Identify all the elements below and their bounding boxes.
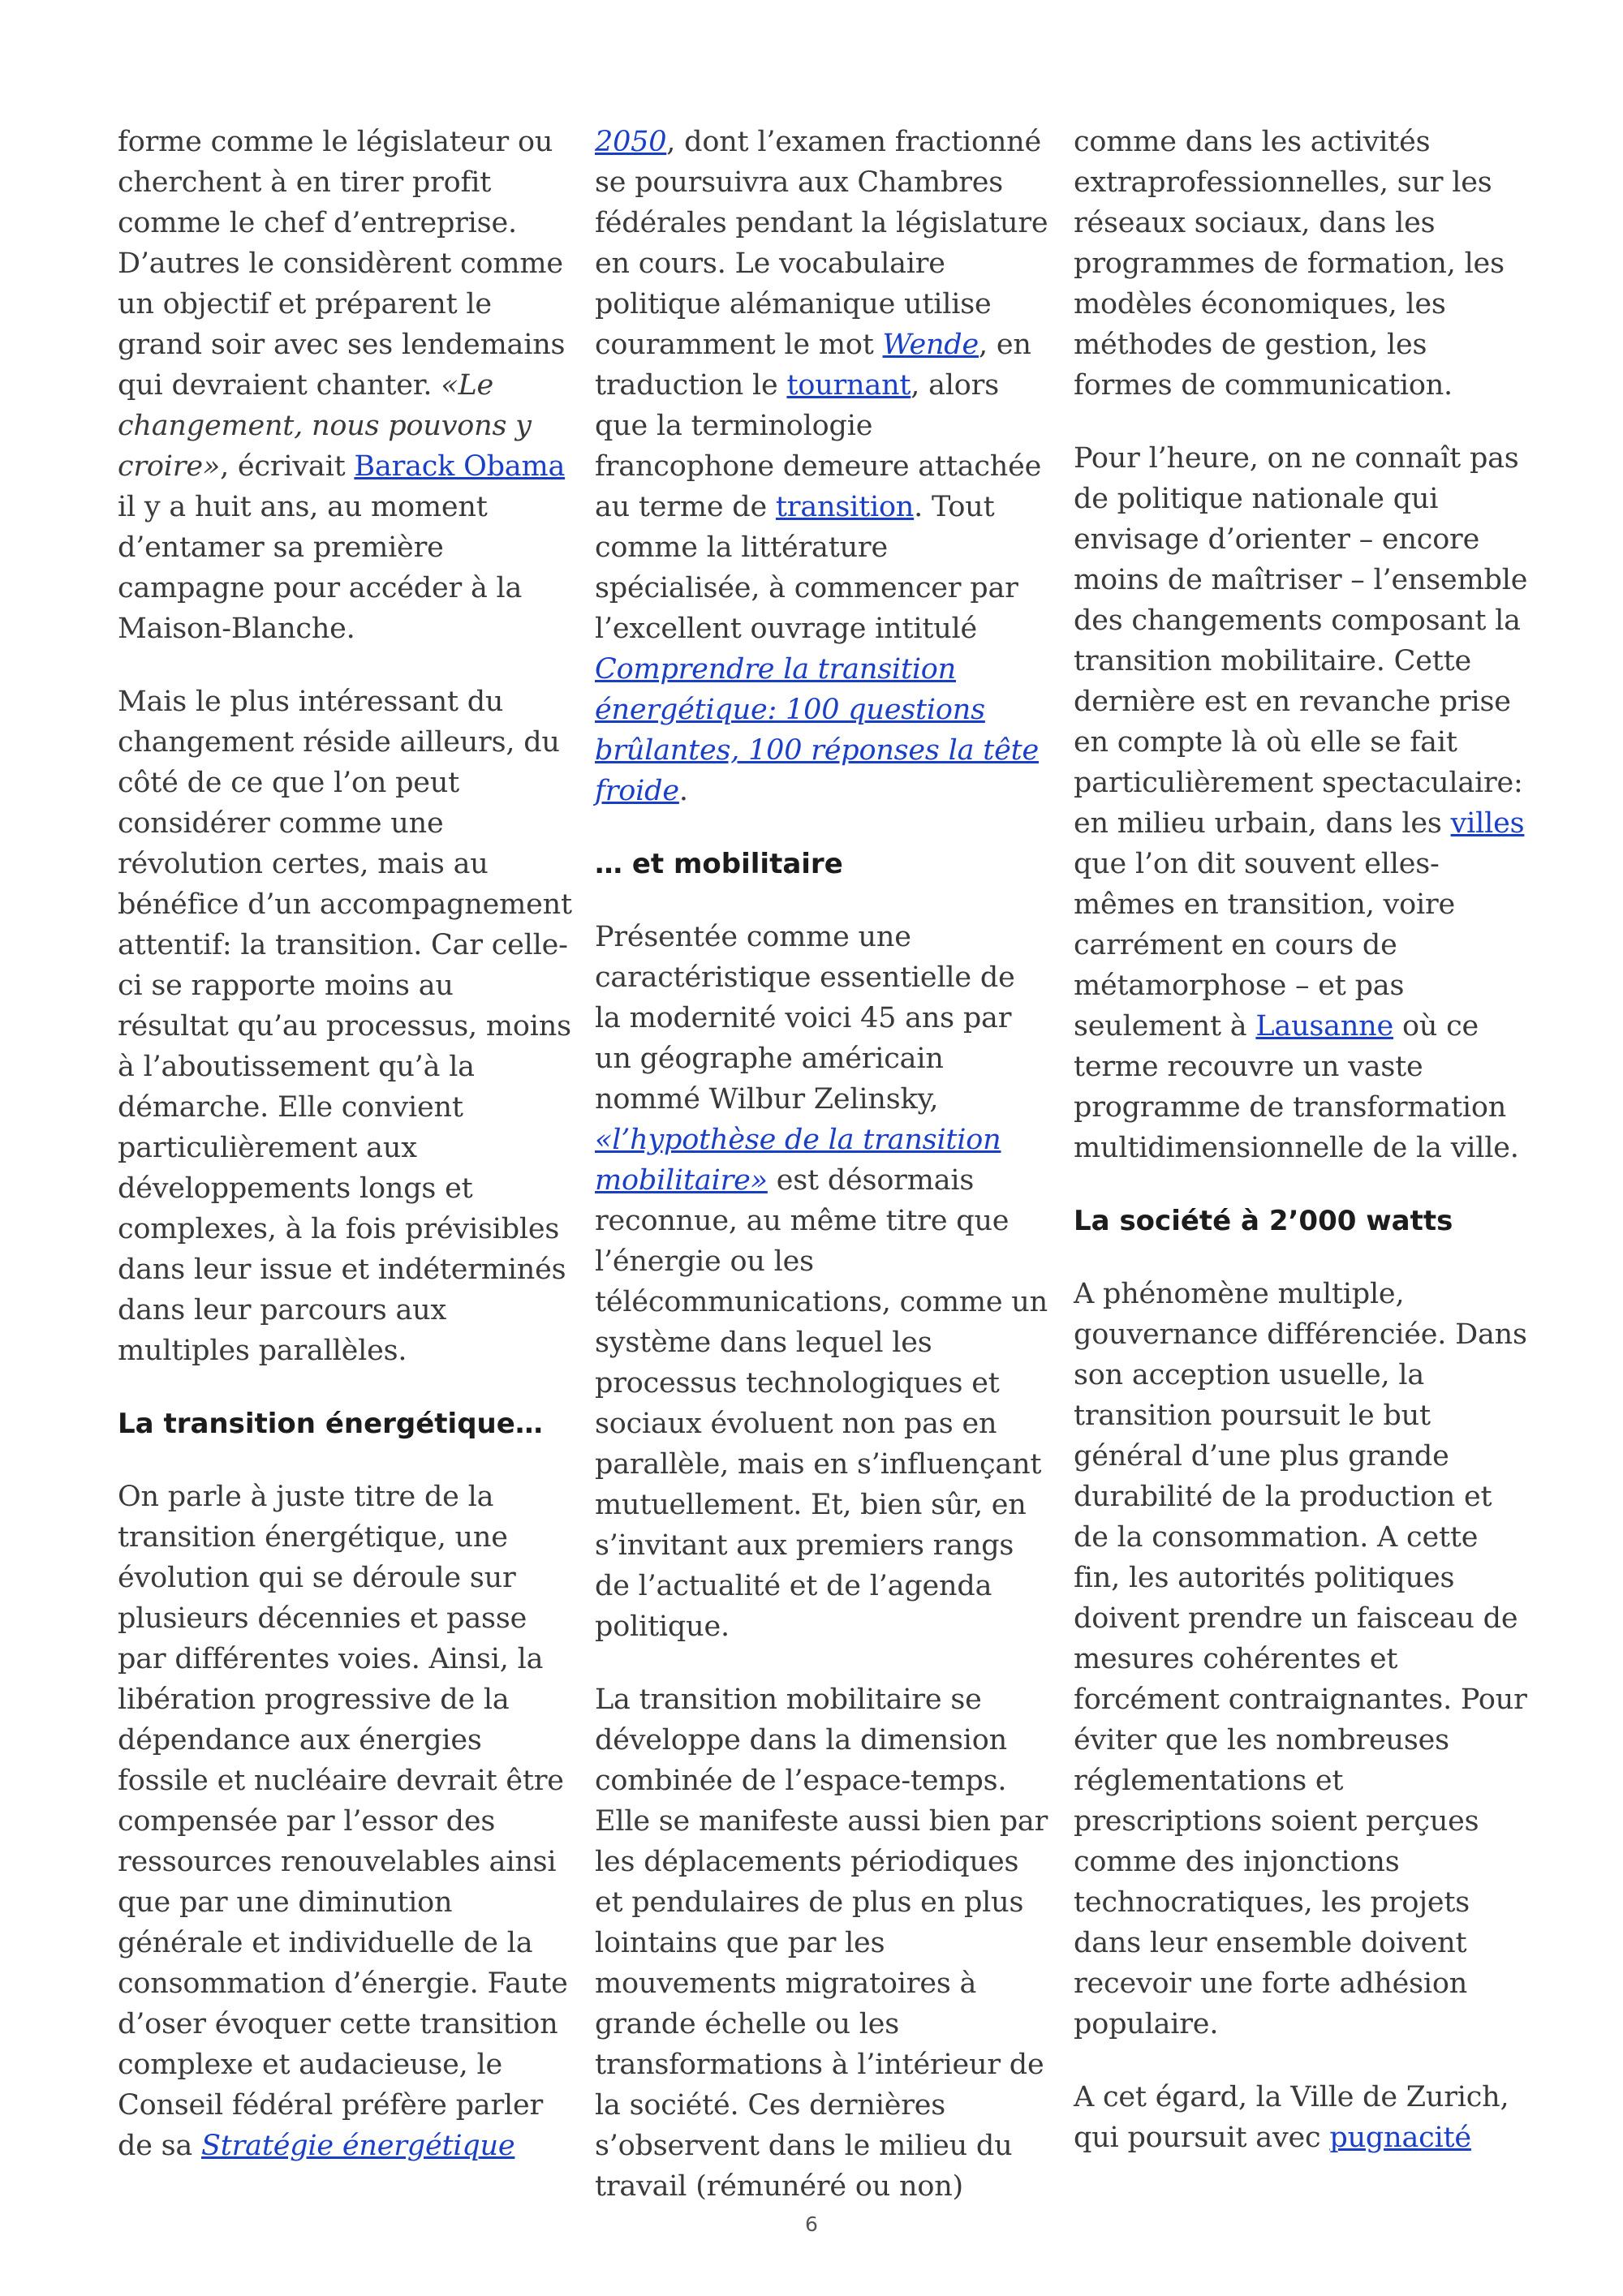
paragraph: Mais le plus intéressant du changement réside ailleurs, du côté de ce que l’on peut considérer comme une révolution certes, mais au bénéfice d’un accompagnement attentif: la transition. Car celle-ci se rapporte moins au résultat qu’au processus, moins à l’aboutissement qu’à la démarche. Elle convient particulièrement aux développements longs et complexes, à la fois prévisibles dans leur issue et indéterminés dans leur parcours aux multiples parallèles. xyxy=(118,686,572,1367)
paragraph: 2050, dont l’examen fractionné se poursuivra aux Chambres fédérales pendant la législature en cours. Le vocabulaire politique alémanique utilise couramment le mot Wende, en traduction le tournant, alors que la terminologie francophone demeure attachée au terme de transition. Tout comme la littérature spécialisée, à commencer par l’excellent ouvrage intitulé Comprendre la transition énergétique: 100 questions brûlantes, 100 réponses la tête froide. xyxy=(595,126,1048,807)
link-comprendre-la-transition[interactable]: Comprendre la transition énergétique: 100 questions brûlantes, 100 réponses la tête froide xyxy=(595,653,1039,807)
paragraph: La transition mobilitaire se développe dans la dimension combinée de l’espace-temps. Elle se manifeste aussi bien par les déplacements périodiques et pendulaires de plus en plus lointains que par les mouvements migratoires à grande échelle ou les transformations à l’intérieur de la société. Ces dernières s’observent dans le milieu du travail (rémunéré ou non) xyxy=(595,1683,1048,2203)
paragraph: Présentée comme une caractéristique essentielle de la modernité voici 45 ans par un géographe américain nommé Wilbur Zelinsky, «l’hypothèse de la transition mobilitaire» est désormais reconnue, au même titre que l’énergie ou les télécommunications, comme un système dans lequel les processus technologiques et sociaux évoluent non pas en parallèle, mais en s’influençant mutuellement. Et, bien sûr, en s’invitant aux premiers rangs de l’actualité et de l’agenda politique. xyxy=(595,921,1048,1643)
obama-quote: «Le changement, nous pouvons y croire» xyxy=(118,369,532,483)
column-3 xyxy=(1074,122,1528,2191)
link-villes[interactable]: villes xyxy=(1450,807,1525,840)
link-strategie-energetique-2050[interactable]: 2050 xyxy=(595,126,667,158)
link-hypothese-transition-mobilitaire[interactable]: «l’hypothèse de la transition mobilitaire» xyxy=(595,1124,1001,1197)
column-2 xyxy=(595,122,1049,2239)
section-heading-transition-energetique: La transition énergétique… xyxy=(118,1408,543,1440)
link-barack-obama[interactable]: Barack Obama xyxy=(354,450,566,483)
section-heading-societe-2000-watts: La société à 2’000 watts xyxy=(1074,1205,1453,1237)
page-number: 6 xyxy=(805,2212,818,2236)
column-1 xyxy=(118,122,572,2199)
link-tournant[interactable]: tournant xyxy=(786,369,911,402)
paragraph: A phénomène multiple, gouvernance différenciée. Dans son acception usuelle, la transition poursuit le but général d’une plus grande durabilité de la production et de la consommation. A cette fin, les autorités politiques doivent prendre un faisceau de mesures cohérentes et forcément contraignantes. Pour éviter que les nombreuses réglementations et prescriptions soient perçues comme des injonctions technocratiques, les projets dans leur ensemble doivent recevoir une forte adhésion populaire. xyxy=(1074,1278,1527,2040)
paragraph: forme comme le législateur ou cherchent à en tirer profit comme le chef d’entreprise. D’autres le considèrent comme un objectif et préparent le grand soir avec ses lendemains qui devraient chanter. «Le changement, nous pouvons y croire», écrivait Barack Obama il y a huit ans, au moment d’entamer sa première campagne pour accéder à la Maison-Blanche. xyxy=(118,126,566,645)
link-transition[interactable]: transition xyxy=(775,491,915,523)
section-heading-mobilitaire: … et mobilitaire xyxy=(595,848,843,880)
link-pugnacite[interactable]: pugnacité xyxy=(1329,2122,1471,2154)
paragraph: Pour l’heure, on ne connaît pas de politique nationale qui envisage d’orienter – encore moins de maîtriser – l’ensemble des changements composant la transition mobilitaire. Cette dernière est en revanche prise en compte là où elle se fait particulièrement spectaculaire: en milieu urbain, dans les villes que l’on dit souvent elles-mêmes en transition, voire carrément en cours de métamorphose – et pas seulement à Lausanne où ce terme recouvre un vaste programme de transformation multidimensionnelle de la ville. xyxy=(1074,442,1528,1164)
link-strategie-energetique[interactable]: Stratégie énergétique xyxy=(201,2130,515,2162)
paragraph: On parle à juste titre de la transition énergétique, une évolution qui se déroule sur plusieurs décennies et passe par différentes voies. Ainsi, la libération progressive de la dépendance aux énergies fossile et nucléaire devrait être compensée par l’essor des ressources renouvelables ainsi que par une diminution générale et individuelle de la consommation d’énergie. Faute d’oser évoquer cette transition complexe et audacieuse, le Conseil fédéral préfère parler de sa Stratégie énergétique xyxy=(118,1481,568,2162)
link-wende[interactable]: Wende xyxy=(882,329,979,361)
paragraph: A cet égard, la Ville de Zurich, qui poursuit avec pugnacité xyxy=(1074,2081,1509,2154)
link-lausanne[interactable]: Lausanne xyxy=(1255,1010,1394,1043)
paragraph: comme dans les activités extraprofessionnelles, sur les réseaux sociaux, dans les programmes de formation, les modèles économiques, les méthodes de gestion, les formes de communication. xyxy=(1074,126,1505,402)
